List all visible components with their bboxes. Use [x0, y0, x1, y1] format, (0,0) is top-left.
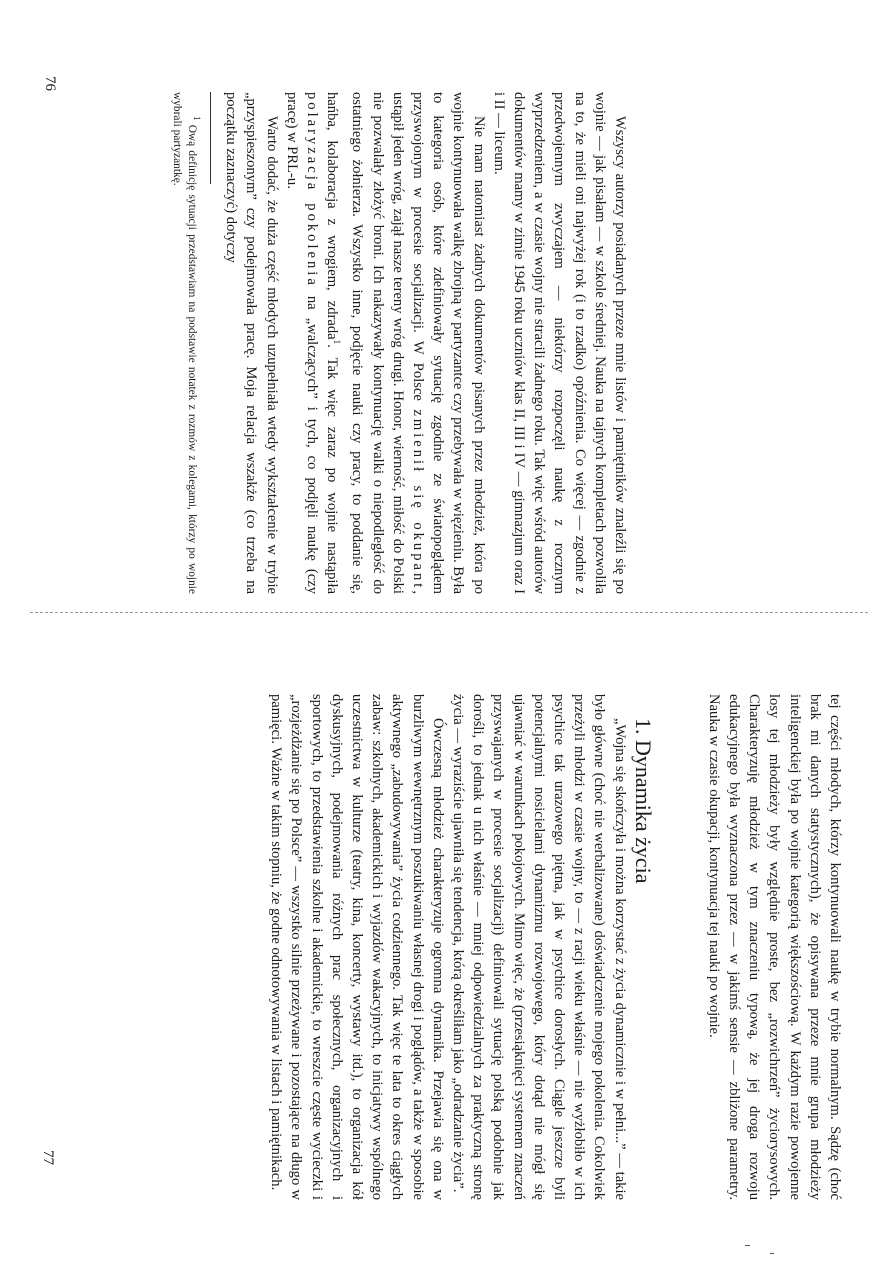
- text-run: . Tak więc zaraz po wojnie nastąpiła: [324, 344, 341, 595]
- section-heading: 1. Dynamika życia: [630, 718, 656, 884]
- page-77-text: [266, 694, 845, 1200]
- text-run: Nie mam natomiast żadnych dokumentów pisanych przez młodzież, która po wojnie kontynuowała walkę zbrojną w partyzantce czy przebywała w więzieniu. Była to kategoria osób, które zdefiniowały sytuację zgodnie ze światopoglądem przyswojonym w procesie socjalizacji. W Polsce: [409, 92, 487, 594]
- page-76-text: [168, 92, 630, 594]
- text-run: na „walczących” i tych, co podjęli naukę (czy pracę) w PRL-u.: [283, 92, 321, 595]
- footnote-number: 1: [192, 116, 203, 121]
- page-fold-line: [30, 612, 868, 613]
- page-77-paragraph-1: tej części młodych, którzy kontynuowali naukę w trybie normalnym. Sądzę (choć brak mi danych statystycznych), że opisywana przeze mnie grupa młodzieży inteligenckiej była po wojnie kategorią większościową. W każdym razie powojenne losy tej młodzieży były względnie proste, bez „rozwichrzeń” życiorysowych. Charakteryzuję młodzież w tym znaczeniu typową, że jej droga rozwoju edukacyjnego była wyznaczona przez — w jakimś sensie — zbliżone parametry. Nauka w czasie okupacji, kontynuacja tej nauki po wojnie.: [705, 694, 843, 1200]
- page-77-paragraph-3: Ówczesną młodzież charakteryzuje ogromna dynamika. Przejawia się ona w burzliwym wewnętrznym poszukiwaniu własnej drogi i poglądów, a także w sposobie aktywnego „zabudowywania” życia codziennego. Tak więc te lata to okres ciągłych zabaw: szkolnych, akademickich i wyjazdów wakacyjnych, to inicjatywy wspólnego uczestnictwa w kulturze (teatry, kina, koncerty, wystawy itd.), to organizacja kół dyskusyjnych, podejmowania różnych prac społecznych, organizacyjnych i sportowych, to przedstawienia szkolne i akademickie, to wreszcie częste wycieczki i „rozjeżdżanie się po Polsce” — wszystko silnie przeżywane i pozostające na długo w pamięci. Ważne w takim stopniu, że godne odnotowywania w listach i pamiętnikach.: [268, 694, 446, 1200]
- scan-mark: [770, 1253, 774, 1254]
- page-76-footnote: [168, 92, 204, 594]
- page-76-paragraph-2: [282, 92, 489, 594]
- page-76-paragraph-3: Warto dodać, że duża część młodych uzupełniała wtedy wykształcenie w trybie „przyspieszonym” czy podejmowała pracę. Moja relacja wszakże (co trzeba na początku zaznaczyć) dotyczy: [223, 92, 280, 594]
- scan-mark: [745, 1245, 750, 1246]
- page-76-paragraph-1: Wszyscy autorzy posiadanych przeze mnie listów i pamiętników znaleźli się po wojnie — jak pisałam — w szkole średniej. Nauka na tajnych kompletach pozwoliła na to, że mieli oni najwyżej rok (i to rzadko) opóźnienia. Co więcej — zgodnie z przedwojennym zwyczajem — niektórzy rozpoczęli naukę z rocznym wyprzedzeniem, a w czasie wojny nie stracili żadnego roku. Tak więc wśród autorów dokumentów mamy w zimie 1945 roku uczniów klas II, III i IV — gimnazjum oraz I i II — liceum.: [490, 92, 628, 594]
- footnote-rule: [210, 92, 211, 184]
- spaced-emphasis: polaryzacja pokolenia: [304, 92, 321, 288]
- page-number-76: 76: [42, 76, 58, 91]
- footnote-text: Ową definicję sytuacji przedstawiam na podstawie notatek z rozmów z kolegami, którzy po wojnie wybrali partyzantkę.: [170, 92, 199, 594]
- spaced-emphasis: zmienił się okupant: [409, 409, 426, 591]
- page-77-paragraph-2: „Wojna się skończyła i można korzystać z życia dynamicznie i w pełni...” — takie było główne (choć nie werbalizowane) doświadczenie mojego pokolenia. Cokolwiek przeżyli młodzi w czasie wojny, to — z racji wieku właśnie — nie wyżłobiło w ich psychice tak urazowego piętna, jak w psychice dorosłych. Ciągle jeszcze byli potencjalnymi nosicielami dynamizmu rozwojowego, który dotąd nie mógł się ujawniać w warunkach pokojowych. Mimo więc, że (przesiąknięci systemem znaczeń przyswajanych w procesie socjalizacji) definiowali sytuację polską podobnie jak dorośli, to jednak u nich właśnie — mniej odpowiedzialnych za praktyczną stronę życia — wyraziście ujawniła się tendencja, którą określiłam jako „odradzanie życia”.: [449, 694, 628, 1200]
- footnote-marker: 1: [332, 339, 343, 345]
- text-run: , ustąpił jeden wróg, zajął nasze tereny wróg drugi. Honor, wierność, miłość do Polski nie pozwalały złożyć broni. Ich nakazywały kontynuację walki o niepodległość do ostatniego żołnierza. Wszystko inne, podjęcie nauki czy pracy, to poddanie się, hańba, kolaboracja z wrogiem, zdrada: [324, 92, 426, 594]
- heading-spacer: [656, 694, 704, 1200]
- page-number-77: 77: [40, 1150, 56, 1165]
